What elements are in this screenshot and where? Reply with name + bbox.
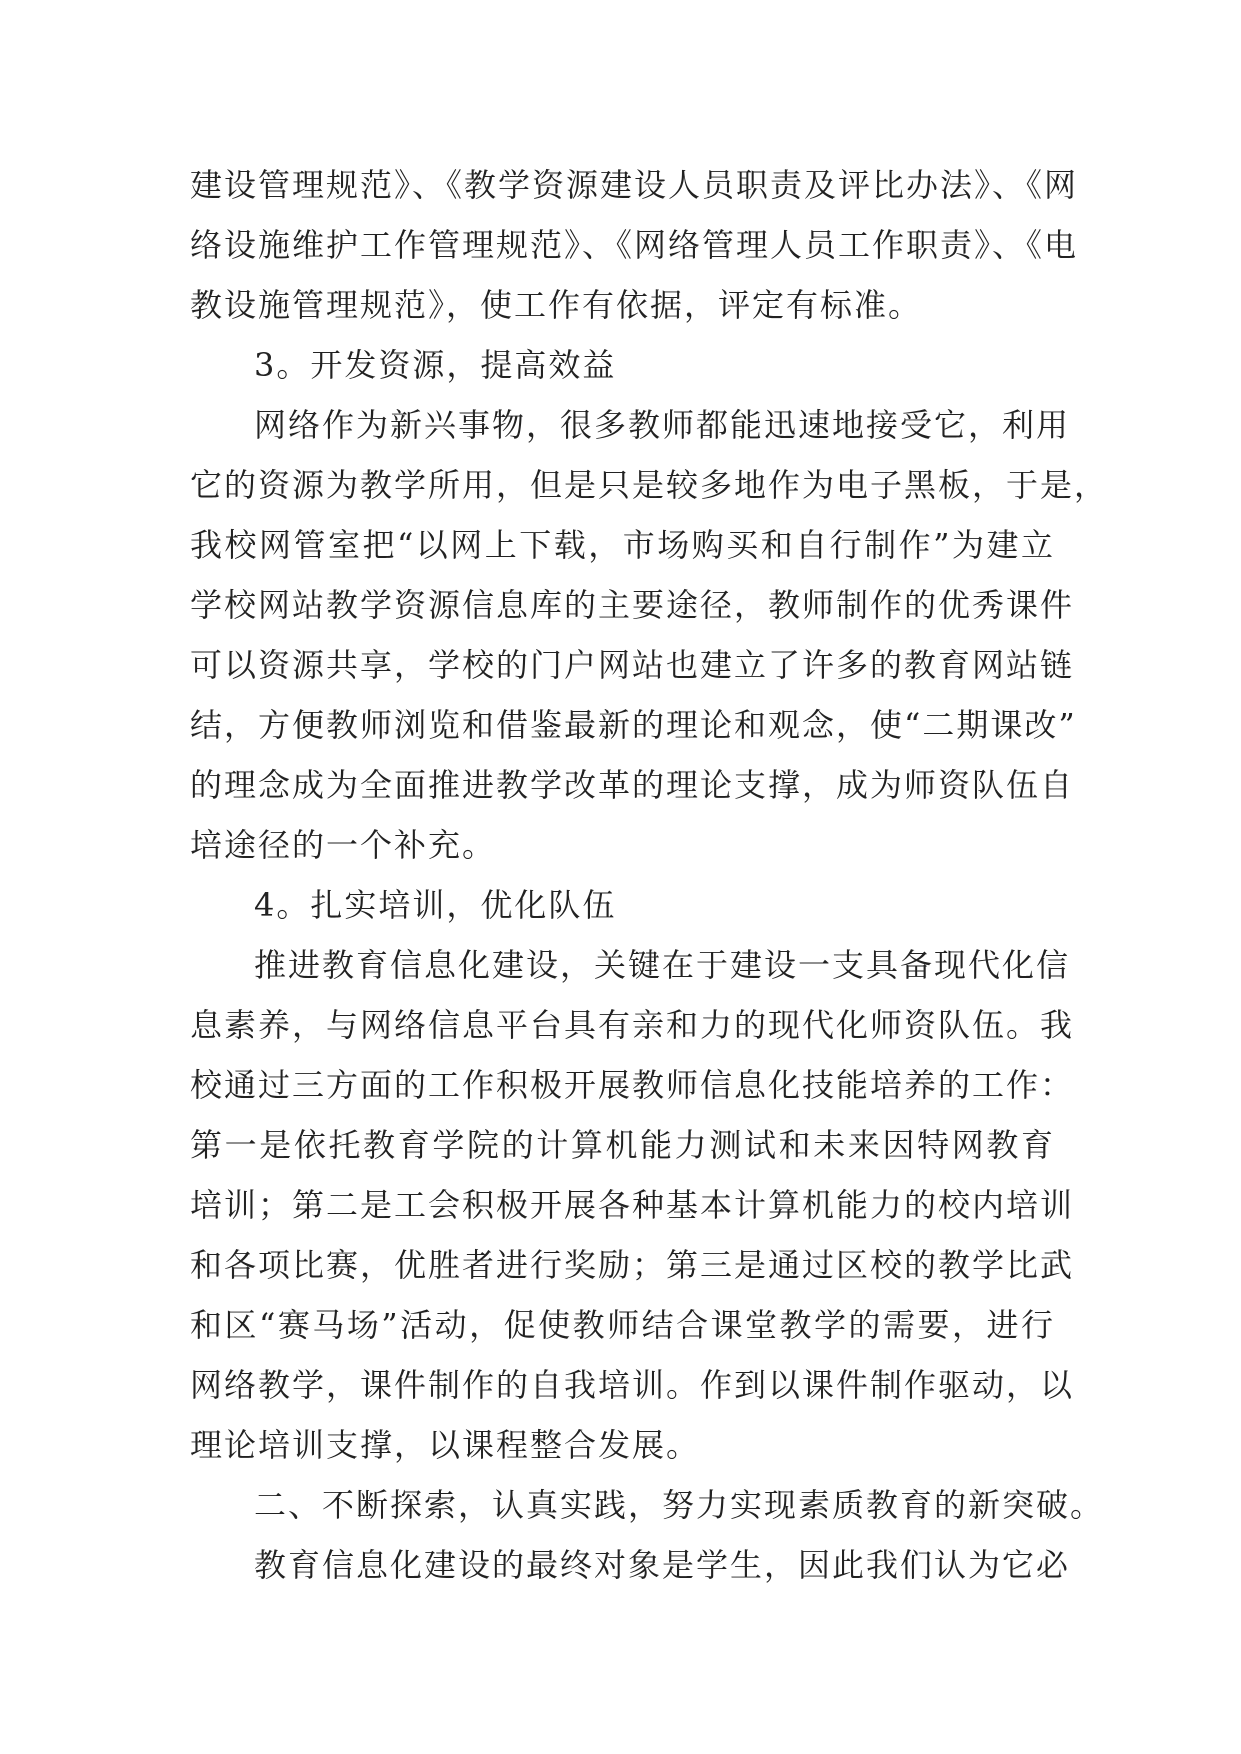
text-line: 网络教学，课件制作的自我培训。作到以课件制作驱动，以 xyxy=(190,1366,1075,1404)
body-text xyxy=(190,155,1109,1595)
text-line: 的理念成为全面推进教学改革的理论支撑，成为师资队伍自 xyxy=(190,766,1075,804)
text-line: 络设施维护工作管理规范》、《网络管理人员工作职责》、《电 xyxy=(190,226,1079,264)
text-line: 校通过三方面的工作积极开展教师信息化技能培养的工作： xyxy=(190,1066,1075,1104)
text-line: 教育信息化建设的最终对象是学生，因此我们认为它必 xyxy=(254,1546,1071,1584)
text-line: 建设管理规范》、《教学资源建设人员职责及评比办法》、《网 xyxy=(190,166,1079,204)
text-line: 息素养，与网络信息平台具有亲和力的现代化师资队伍。我 xyxy=(190,1006,1075,1044)
text-line: 培训；第二是工会积极开展各种基本计算机能力的校内培训 xyxy=(190,1186,1075,1224)
text-line: 培途径的一个补充。 xyxy=(190,826,497,864)
text-line: 推进教育信息化建设，关键在于建设一支具备现代化信 xyxy=(254,946,1071,984)
text-line: 结，方便教师浏览和借鉴最新的理论和观念，使“二期课改” xyxy=(190,706,1077,744)
text-line: 理论培训支撑，以课程整合发展。 xyxy=(190,1426,701,1464)
text-line: 二、不断探索，认真实践，努力实现素质教育的新突破。 xyxy=(254,1486,1105,1524)
text-line: 和各项比赛，优胜者进行奖励；第三是通过区校的教学比武 xyxy=(190,1246,1075,1284)
text-line: 学校网站教学资源信息库的主要途径，教师制作的优秀课件 xyxy=(190,586,1075,624)
text-line: 第一是依托教育学院的计算机能力测试和未来因特网教育 xyxy=(190,1126,1055,1164)
text-line: 教设施管理规范》，使工作有依据，评定有标准。 xyxy=(190,286,923,324)
text-line: 我校网管室把“以网上下载，市场购买和自行制作”为建立 xyxy=(190,526,1055,564)
text-line: 可以资源共享，学校的门户网站也建立了许多的教育网站链 xyxy=(190,646,1075,684)
text-line: 和区“赛马场”活动，促使教师结合课堂教学的需要，进行 xyxy=(190,1306,1055,1344)
text-line: 它的资源为教学所用，但是只是较多地作为电子黑板，于是， xyxy=(190,466,1109,504)
text-line: 3。开发资源，提高效益 xyxy=(254,346,617,384)
text-line: 4。扎实培训，优化队伍 xyxy=(254,886,617,924)
text-line: 网络作为新兴事物，很多教师都能迅速地接受它，利用 xyxy=(254,406,1071,444)
